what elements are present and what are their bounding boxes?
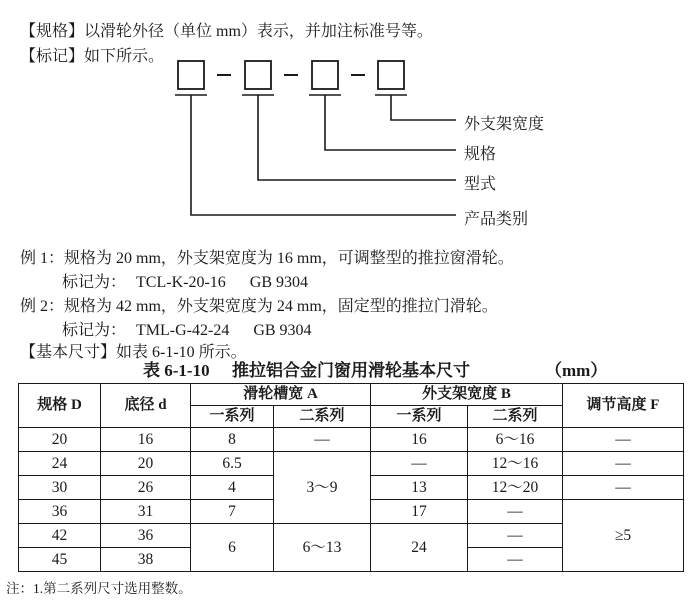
marking-paragraph: 【标记】如下所示。	[20, 48, 165, 65]
table-cell: 31	[101, 500, 191, 524]
col-header-bracket-width-group: 外支架宽度 B	[371, 384, 563, 406]
example-2-standard: GB 9304	[253, 322, 312, 339]
code-box-3	[312, 61, 338, 89]
table-cell: 7	[191, 500, 274, 524]
table-cell: —	[563, 476, 684, 500]
table-cell-merged: 3～9	[274, 452, 371, 524]
example-1-standard: GB 9304	[249, 274, 309, 291]
example-1-mark-label: 标记为：	[62, 274, 127, 291]
leader-line-bracket-width	[391, 95, 456, 120]
col-header-groove-series1: 一系列	[191, 406, 274, 428]
table-cell: 16	[371, 428, 468, 452]
table-cell-merged: 24	[371, 524, 468, 572]
table-cell: 8	[191, 428, 274, 452]
code-box-1	[178, 61, 204, 89]
col-header-groove-width-group: 滑轮槽宽 A	[191, 384, 371, 406]
diagram-label-category: 产品类别	[464, 211, 529, 228]
basic-dimensions-paragraph: 【基本尺寸】如表 6-1-10 所示。	[20, 344, 247, 361]
table-cell: 42	[19, 524, 101, 548]
table-header-row-1	[19, 384, 684, 406]
table-cell: 45	[19, 548, 101, 572]
table-cell: 12～16	[468, 452, 563, 476]
dimension-table	[18, 383, 684, 572]
table-cell: —	[468, 500, 563, 524]
code-box-2	[245, 61, 271, 89]
diagram-label-bracket-width: 外支架宽度	[464, 116, 545, 133]
leader-line-category	[191, 95, 456, 215]
table-cell: 6.5	[191, 452, 274, 476]
table-cell: 36	[19, 500, 101, 524]
table-cell-merged: 6	[191, 524, 274, 572]
example-2-paragraph: 例 2：规格为 42 mm，外支架宽度为 24 mm，固定型的推拉门滑轮。	[20, 298, 498, 315]
table-title	[0, 356, 698, 380]
col-header-spec: 规格 D	[19, 384, 101, 428]
col-header-adjust-height: 调节高度 F	[563, 384, 684, 428]
table-cell: 13	[371, 476, 468, 500]
table-title-text: 推拉铝合金门窗用滑轮基本尺寸	[232, 361, 470, 380]
col-header-base-diameter: 底径 d	[101, 384, 191, 428]
example-2-marking-line	[62, 317, 312, 340]
table-cell: 24	[19, 452, 101, 476]
col-header-bracket-series1: 一系列	[371, 406, 468, 428]
example-2-mark-label: 标记为：	[62, 322, 127, 339]
table-cell: —	[371, 452, 468, 476]
marking-scheme-diagram	[0, 55, 698, 233]
col-header-bracket-series2: 二系列	[468, 406, 563, 428]
table-cell-merged: 6～13	[274, 524, 371, 572]
table-cell: —	[563, 452, 684, 476]
example-1-marking-line	[62, 269, 308, 292]
example-1-paragraph: 例 1：规格为 20 mm，外支架宽度为 16 mm，可调整型的推拉窗滑轮。	[20, 250, 514, 267]
example-1-code: TCL-K-20-16	[136, 274, 226, 291]
table-footnote: 注：1.第二系列尺寸选用整数。	[6, 581, 192, 596]
leader-line-type	[258, 95, 456, 180]
spec-paragraph: 【规格】以滑轮外径（单位 mm）表示，并加注标准号等。	[20, 23, 433, 40]
table-cell: 16	[101, 428, 191, 452]
table-cell: 38	[101, 548, 191, 572]
table-cell: 6～16	[468, 428, 563, 452]
marking-diagram-lines	[0, 55, 698, 233]
table-cell: 20	[19, 428, 101, 452]
example-2-code: TML-G-42-24	[136, 322, 230, 339]
table-cell: 30	[19, 476, 101, 500]
table-cell: —	[468, 524, 563, 548]
col-header-groove-series2: 二系列	[274, 406, 371, 428]
table-cell: 12～20	[468, 476, 563, 500]
table-cell: —	[274, 428, 371, 452]
table-cell: 4	[191, 476, 274, 500]
code-box-4	[378, 61, 404, 89]
table-cell: —	[563, 428, 684, 452]
diagram-label-spec: 规格	[464, 146, 497, 163]
table-cell: 26	[101, 476, 191, 500]
table-cell: 17	[371, 500, 468, 524]
table-row	[19, 428, 684, 452]
table-cell-merged: ≥5	[563, 500, 684, 572]
table-number: 表 6-1-10	[143, 361, 210, 380]
table-cell: —	[468, 548, 563, 572]
diagram-label-type: 型式	[464, 176, 497, 193]
table-cell: 20	[101, 452, 191, 476]
table-row	[19, 452, 684, 476]
table-unit: （mm）	[545, 361, 608, 380]
table-cell: 36	[101, 524, 191, 548]
